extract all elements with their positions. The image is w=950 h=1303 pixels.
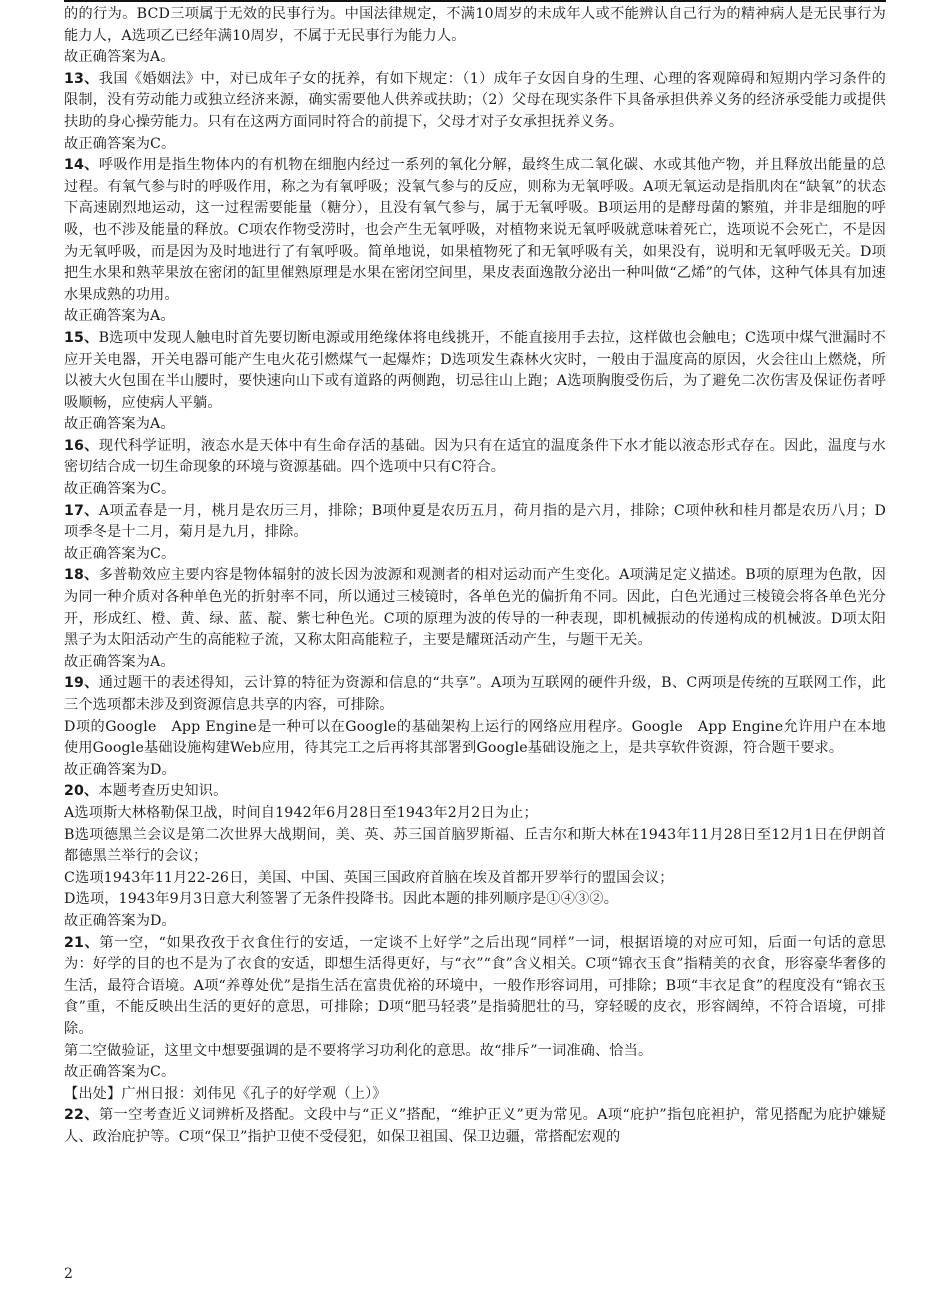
question-number: 18、 (64, 567, 99, 584)
paragraph-text: 第一空考查近义词辨析及搭配。文段中与“正义”搭配，“维护正义”更为常见。A项“庇护”指包庇袒护，常见搭配为庇护嫌疑人、政治庇护等。C项“保卫”指护卫使不受侵犯，如保卫祖国、保卫边疆，常搭配宏观的 (64, 1107, 886, 1145)
top-rule (64, 0, 886, 2)
paragraph-text: 的的行为。BCD三项属于无效的民事行为。中国法律规定，不满10周岁的未成年人或不能辨认自己行为的精神病人是无民事行为能力人，A选项乙已经年满10周岁，不属于无民事行为能力人。 (64, 6, 886, 44)
paragraph (64, 544, 886, 566)
paragraph (64, 479, 886, 501)
paragraph-text: D选项，1943年9月3日意大利签署了无条件投降书。因此本题的排列顺序是①④③②。 (64, 891, 619, 908)
paragraph-text: 故正确答案为D。 (64, 912, 176, 929)
paragraph (64, 306, 886, 328)
question-number: 20、 (64, 783, 99, 800)
paragraph (64, 652, 886, 674)
paragraph (64, 328, 886, 414)
paragraph (64, 889, 886, 911)
paragraph-text: 故正确答案为C。 (64, 135, 176, 152)
paragraph (64, 1041, 886, 1063)
paragraph-text: 故正确答案为A。 (64, 49, 175, 66)
paragraph-text: C选项1943年11月22-26日，美国、中国、英国三国政府首脑在埃及首都开罗举行的盟国会议； (64, 869, 674, 886)
paragraph (64, 1062, 886, 1084)
paragraph-text: A项孟春是一月，桃月是农历三月，排除；B项仲夏是农历五月，荷月指的是六月，排除；C项仲秋和桂月都是农历八月；D项季冬是十二月，菊月是九月，排除。 (64, 502, 886, 541)
paragraph-text: D项的Google App Engine是一种可以在Google的基础架构上运行的网络应用程序。Google App Engine允许用户在本地使用Google基础设施构建Web应用，待其完工之后再将其部署到Google基础设施之上，是共享软件资源，符合题干要求。 (64, 718, 886, 757)
document-body (64, 4, 886, 1148)
paragraph-text: 故正确答案为D。 (64, 761, 176, 778)
paragraph (64, 565, 886, 651)
paragraph (64, 134, 886, 156)
question-number: 19、 (64, 675, 99, 692)
question-number: 14、 (64, 157, 99, 174)
paragraph-text: 【出处】广州日报：刘伟见《孔子的好学观（上）》 (64, 1085, 387, 1102)
paragraph-text: B选项德黑兰会议是第二次世界大战期间，美、英、苏三国首脑罗斯福、丘吉尔和斯大林在1943年11月28日至12月1日在伊朗首都德黑兰举行的会议； (64, 826, 886, 865)
paragraph (64, 825, 886, 868)
paragraph-text: 通过题干的表述得知，云计算的特征为资源和信息的“共享”。A项为互联网的硬件升级，B、C两项是传统的互联网工作，此三个选项都未涉及到资源信息共享的内容，可排除。 (64, 675, 886, 713)
question-number: 17、 (64, 502, 99, 519)
paragraph (64, 501, 886, 544)
paragraph-text: 故正确答案为C。 (64, 545, 176, 562)
paragraph-text: 故正确答案为A。 (64, 308, 175, 325)
paragraph-text: 多普勒效应主要内容是物体辐射的波长因为波源和观测者的相对运动而产生变化。A项满足定义描述。B项的原理为色散，因为同一种介质对各种单色光的折射率不同，所以通过三棱镜时，各单色光的偏折角不同。因此，白色光通过三棱镜会将各单色光分开，形成红、橙、黄、绿、蓝、靛、紫七种色光。C项的原理为波的传导的一种表现，即机械振动的传递构成的机械波。D项太阳黑子为太阳活动产生的高能粒子流，又称太阳高能粒子，主要是耀斑活动产生，与题干无关。 (64, 567, 886, 649)
paragraph-text: 第二空做验证，这里文中想要强调的是不要将学习功利化的意思。故“排斥”一词准确、恰当。 (64, 1042, 653, 1059)
paragraph (64, 911, 886, 933)
paragraph-text: 故正确答案为A。 (64, 653, 175, 670)
paragraph (64, 4, 886, 47)
paragraph (64, 47, 886, 69)
paragraph (64, 414, 886, 436)
page-number: 2 (64, 1266, 73, 1282)
paragraph (64, 436, 886, 479)
paragraph-text: B选项中发现人触电时首先要切断电源或用绝缘体将电线挑开，不能直接用手去拉，这样做也会触电；C选项中煤气泄漏时不应开关电器，开关电器可能产生电火花引燃煤气一起爆炸；D选项发生森林火灾时，一般由于温度高的原因，火会往山上燃烧，所以被大火包围在半山腰时，要快速向山下或有道路的两侧跑，切忌往山上跑；A选项胸腹受伤后，为了避免二次伤害及保证伤者呼吸顺畅，应使病人平躺。 (64, 329, 886, 411)
paragraph-text: 故正确答案为C。 (64, 1064, 176, 1081)
paragraph (64, 781, 886, 803)
paragraph (64, 69, 886, 134)
question-number: 22、 (64, 1107, 99, 1124)
question-number: 21、 (64, 934, 100, 951)
paragraph-text: 呼吸作用是指生物体内的有机物在细胞内经过一系列的氧化分解，最终生成二氧化碳、水或其他产物，并且释放出能量的总过程。有氧气参与时的呼吸作用，称之为有氧呼吸；没氧气参与的反应，则称为无氧呼吸。A项无氧运动是指肌肉在“缺氧”的状态下高速剧烈地运动，这一过程需要能量（糖分），且没有氧气参与，属于无氧呼吸。B项运用的是酵母菌的繁殖，并非是细胞的呼吸，也不涉及能量的释放。C项农作物受涝时，也会产生无氧呼吸，对植物来说无氧呼吸就意味着死亡，选项说不会死亡，不是因为无氧呼吸，而是因为及时地进行了有氧呼吸。简单地说，如果植物死了和无氧呼吸有关，如果没有，说明和无氧呼吸无关。D项把生水果和熟苹果放在密闭的缸里催熟原理是水果在密闭空间里，果皮表面逸散分泌出一种叫做“乙烯”的气体，这种气体具有加速水果成熟的功用。 (64, 157, 886, 303)
paragraph-text: 第一空，“如果孜孜于衣食住行的安适，一定谈不上好学”之后出现“同样”一词，根据语境的对应可知，后面一句话的意思为：好学的目的也不是为了衣食的安适，即想生活得更好，与“衣”“食”含义相关。C项“锦衣玉食”指精美的衣食，形容豪华奢侈的生活，最符合语境。A项“养尊处优”是指生活在富贵优裕的环境中，一般作形容词用，可排除；B项“丰衣足食”的程度没有“锦衣玉食”重，不能反映出生活的更好的意思，可排除；D项“肥马轻裘”是指骑肥壮的马，穿轻暖的皮衣，形容阔绰，不符合语境，可排除。 (64, 934, 886, 1037)
paragraph-text: 现代科学证明，液态水是天体中有生命存活的基础。因为只有在适宜的温度条件下水才能以液态形式存在。因此，温度与水密切结合成一切生命现象的环境与资源基础。四个选项中只有C符合。 (64, 437, 886, 476)
paragraph (64, 803, 886, 825)
question-number: 15、 (64, 329, 99, 346)
paragraph (64, 717, 886, 760)
paragraph-text: 故正确答案为C。 (64, 481, 176, 498)
paragraph (64, 933, 886, 1041)
paragraph (64, 673, 886, 716)
paragraph-text: A选项斯大林格勒保卫战，时间自1942年6月28日至1943年2月2日为止； (64, 804, 538, 821)
paragraph (64, 868, 886, 890)
paragraph (64, 1084, 886, 1106)
paragraph (64, 1105, 886, 1148)
paragraph-text: 本题考查历史知识。 (98, 783, 228, 800)
paragraph (64, 155, 886, 306)
paragraph-text: 我国《婚姻法》中，对已成年子女的抚养，有如下规定：（1）成年子女因自身的生理、心理的客观障碍和短期内学习条件的限制，没有劳动能力或独立经济来源，确实需要他人供养或扶助；（2）父母在现实条件下具备承担供养义务的经济承受能力或提供扶助的身心操劳能力。只有在这两方面同时符合的前提下，父母才对子女承担抚养义务。 (64, 70, 886, 130)
question-number: 13、 (64, 70, 99, 87)
paragraph-text: 故正确答案为A。 (64, 416, 175, 433)
paragraph (64, 760, 886, 782)
question-number: 16、 (64, 437, 99, 454)
